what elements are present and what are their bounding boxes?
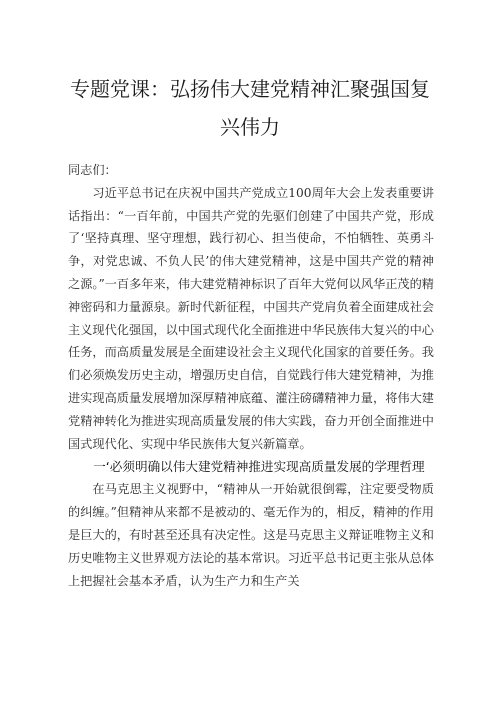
- salutation: 同志们：: [68, 163, 117, 177]
- paragraph-2: 在马克思主义视野中，“精神从一开始就很倒霉，注定要受物质的纠缠。”但精神从来都不是被动的、毫无作为的，相反，精神的作用是巨大的，有时甚至还具有决定性。这是马克思主义辩证唯物主义和历史唯物主义世界观方法论的基本常识。习近平总书记更主张从总体上把握社会基本矛盾，认为生产力和生产关: [68, 482, 434, 588]
- paragraph-1: 习近平总书记在庆祝中国共产党成立100周年大会上发表重要讲话指出：“一百年前，中国共产党的先驱们创建了中国共产党，形成了‘坚持真理、坚守理想，践行初心、担当使命，不怕牺牲、英勇斗争，对党忠诚、不负人民’的伟大建党精神，这是中国共产党的精神之源。”一百多年来，伟大建党精神标识了百年大党何以风华正茂的精神密码和力量源泉。新时代新征程，中国共产党肩负着全面建成社会主义现代化强国，以中国式现代化全面推进中华民族伟大复兴的中心任务，而高质量发展是全面建设社会主义现代化国家的首要任务。我们必须焕发历史主动，增强历史自信，自觉践行伟大建党精神，为推进实现高质量发展增加深厚精神底蕴、灌注磅礴精神力量，将伟大建党精神转化为推进实现高质量发展的伟大实践，奋力开创全面推进中国式现代化、实现中华民族伟大复兴新篇章。: [68, 185, 434, 451]
- title-line-1: 专题党课：弘扬伟大建党精神汇聚强国复: [70, 77, 430, 101]
- section-heading-1: 一‘必须明确以伟大建党精神推进实现高质量发展的学理哲理: [93, 459, 425, 475]
- title-line-2: 兴伟力: [220, 115, 280, 139]
- document-body: [68, 159, 434, 592]
- document-title: [60, 70, 440, 146]
